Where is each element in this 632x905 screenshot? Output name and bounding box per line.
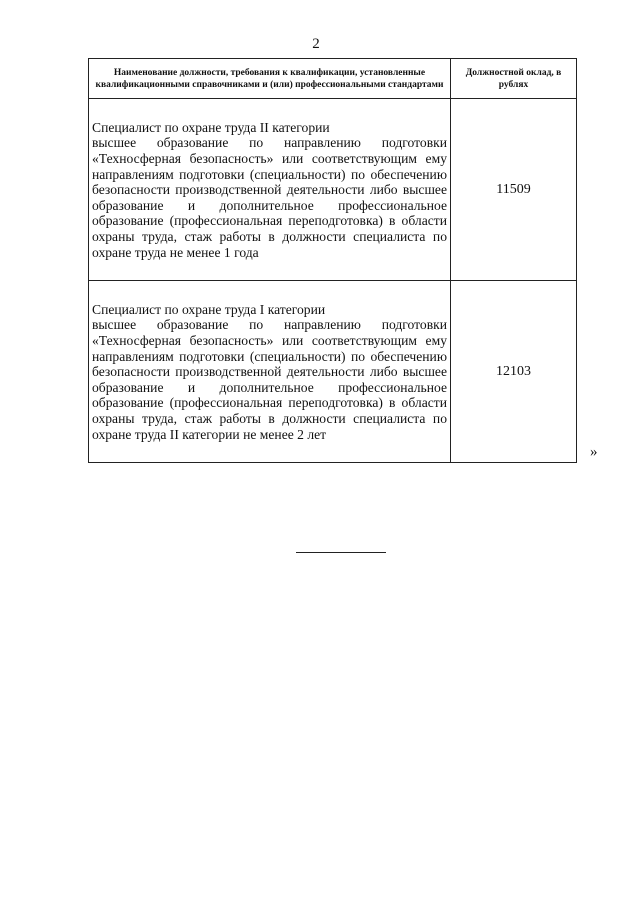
position-cell <box>89 281 451 463</box>
position-requirements: высшее образование по направлению подготовки «Техносферная безопасность» или соответствующим ему направлениям подготовки (специальности) по обеспечению безопасности производственной деятельности либо высшее образование и дополнительное профессиональное образование (профессиональная переподготовка) в области охраны труда, стаж работы в должности специалиста по охране труда II категории не менее 2 лет <box>92 317 447 442</box>
salary-table <box>88 58 577 463</box>
table-row <box>89 281 577 463</box>
closing-quote-mark: » <box>590 444 598 460</box>
salary-cell: 11509 <box>451 99 577 281</box>
table-header-row <box>89 59 577 99</box>
position-title: Специалист по охране труда I категории <box>92 301 326 317</box>
table-row <box>89 99 577 281</box>
header-salary: Должностной оклад, в рублях <box>451 59 577 99</box>
position-cell <box>89 99 451 281</box>
salary-cell: 12103 <box>451 281 577 463</box>
header-position: Наименование должности, требования к квалификации, установленные квалификационными справочниками и (или) профессиональными стандартами <box>89 59 451 99</box>
position-requirements: высшее образование по направлению подготовки «Техносферная безопасность» или соответствующим ему направлениям подготовки (специальности) по обеспечению безопасности производственной деятельности либо высшее образование и дополнительное профессиональное образование (профессиональная переподготовка) в области охраны труда, стаж работы в должности специалиста по охране труда не менее 1 года <box>92 135 447 260</box>
page-number: 2 <box>312 36 320 52</box>
position-title: Специалист по охране труда II категории <box>92 119 330 135</box>
separator-line <box>296 552 386 553</box>
